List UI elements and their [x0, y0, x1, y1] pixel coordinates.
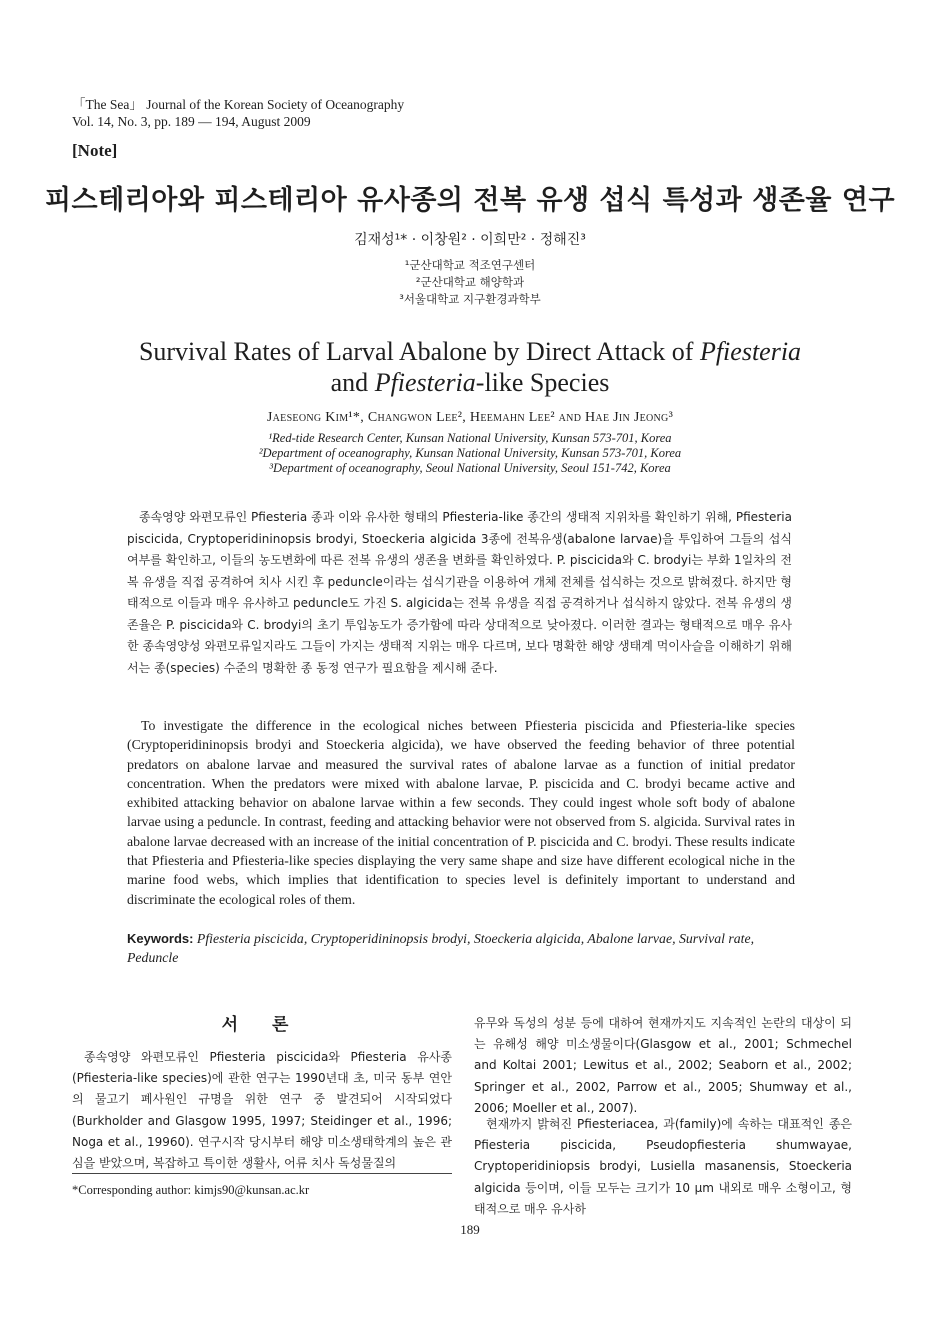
english-authors: Jaeseong Kim¹*, Changwon Lee², Heemahn Lee² and Hae Jin Jeong³	[266, 410, 674, 425]
journal-name: 「The Sea」 Journal of the Korean Society of Oceanography	[72, 97, 405, 112]
page-number: 189	[460, 1222, 480, 1237]
right-column-paragraph-2: 현재까지 밝혀진 Pfiesteriacea, 과(family)에 속하는 대표적인 종은 Pfiesteria piscicida, Pseudopfiesteria shumwayae, Cryptoperidiniopsis brodyi, Lusiella masanensis, Stoeckeria algicida 등이며, 이들 모두는 크기가 10 μm 내외로 매우 소형이고, 형태적으로 매우 유사하	[474, 1117, 852, 1216]
korean-authors: 김재성¹* · 이창원² · 이희만² · 정해진³	[354, 232, 586, 248]
english-abstract: To investigate the difference in the ecological niches between Pfiesteria piscicida and Pfiesteria-like species (Cryptoperidininopsis brodyi and Stoeckeria algicida), we have observed the feeding behavior of three potential predators on abalone larvae and measured the survival rates of abalone larvae as a function of initial predator concentration. When the predators were mixed with abalone larvae, P. piscicida and C. brodyi became active and exhibited attacking behavior on abalone larvae within a few seconds. They could ingest whole soft body of abalone larvae using a peduncle. In contrast, feeding and attacking behavior were not observed from S. algicida. Survival rates in abalone larvae decreased with an increase of the initial concentration of P. piscicida and C. brodyi. These results indicate that Pfiesteria and Pfiesteria-like species displaying the very same shape and size have different ecological niche in the marine food webs, which implies that identification to species level is definitely important to understand and discriminate the ecological roles of them.	[127, 718, 795, 907]
korean-abstract: 종속영양 와편모류인 Pfiesteria 종과 이와 유사한 형태의 Pfiesteria-like 종간의 생태적 지위차를 확인하기 위해, Pfiesteria piscicida, Cryptoperidininopsis brodyi, Stoeckeria algicida 3종에 전복유생(abalone larvae)을 투입하여 그들의 섭식 여부를 확인하고, 이들의 농도변화에 따른 전복 유생의 생존율 변화를 확인하였다. P. piscicida와 C. brodyi는 부화 1일차의 전복 유생을 직접 공격하여 치사 시킨 후 peduncle이라는 섭식기관을 이용하여 개체 전체를 섭식하는 것으로 밝혀졌다. 하지만 형태적으로 이들과 매우 유사하고 peduncle도 가진 S. algicida는 전복 유생을 직접 공격하거나 섭식하지 않았다. 전복 유생의 생존율은 P. piscicida와 C. brodyi의 초기 투입농도가 증가함에 따라 상대적으로 낮아졌다. 이러한 결과는 형태적으로 매우 유사한 종속영양성 와편모류일지라도 그들이 가지는 생태적 지위는 매우 다르며, 보다 명확한 해양 생태계 먹이사슬을 이해하기 위해서는 종(species) 수준의 명확한 종 동정 연구가 필요함을 제시해 준다.	[127, 510, 792, 675]
korean-title: 피스테리아와 피스테리아 유사종의 전복 유생 섭식 특성과 생존율 연구	[44, 185, 896, 216]
korean-affiliation-2: ²군산대학교 해양학과	[415, 275, 525, 289]
korean-affiliation-3: ³서울대학교 지구환경과학부	[399, 292, 541, 306]
keywords-text: Pfiesteria piscicida, Cryptoperidininopsis brodyi, Stoeckeria algicida, Abalone larvae, Survival rate, Peduncle	[127, 931, 755, 965]
keywords-label: Keywords:	[127, 931, 194, 946]
english-title	[0, 336, 940, 398]
corresponding-author-note: *Corresponding author: kimjs90@kunsan.ac.kr	[72, 1183, 310, 1197]
section-title-introduction: 서 론	[221, 1015, 303, 1035]
korean-affiliation-1: ¹군산대학교 적조연구센터	[404, 258, 536, 272]
left-column-paragraph: 종속영양 와편모류인 Pfiesteria piscicida와 Pfiesteria 유사종(Pfiesteria-like species)에 관한 연구는 1990년대 초, 미국 동부 연안의 물고기 폐사원인 규명을 위한 연구 중 발견되어 시작되었다(Burkholder and Glasgow 1995, 1997; Steidinger et al., 1996; Noga et al., 19960). 연구시작 당시부터 해양 미소생태학계의 높은 관심을 받았으며, 복잡하고 특이한 생활사, 어류 치사 독성물질의	[72, 1050, 452, 1171]
english-title-line-2: and Pfiesteria-like Species	[330, 368, 610, 397]
footnote-divider	[72, 1173, 452, 1174]
english-affiliation-3: ³Department of oceanography, Seoul National University, Seoul 151-742, Korea	[269, 461, 671, 475]
journal-volume: Vol. 14, No. 3, pp. 189 ― 194, August 2009	[72, 114, 311, 129]
keywords	[127, 929, 795, 967]
english-affiliation-2: ²Department of oceanography, Kunsan National University, Kunsan 573-701, Korea	[258, 446, 682, 460]
english-title-line-1: Survival Rates of Larval Abalone by Direct Attack of Pfiesteria	[138, 337, 802, 366]
english-affiliation-1: ¹Red-tide Research Center, Kunsan National University, Kunsan 573-701, Korea	[268, 431, 672, 445]
journal-header	[72, 96, 404, 130]
note-label: [Note]	[72, 141, 118, 160]
right-column-paragraph-1: 유무와 독성의 성분 등에 대하여 현재까지도 지속적인 논란의 대상이 되는 유해성 해양 미소생물이다(Glasgow et al., 2001; Schmechel and Koltai 2001; Lewitus et al., 2002; Seaborn et al., 2002; Springer et al., 2002, Parrow et al., 2005; Shumway et al., 2006; Moeller et al., 2007).	[474, 1016, 852, 1115]
